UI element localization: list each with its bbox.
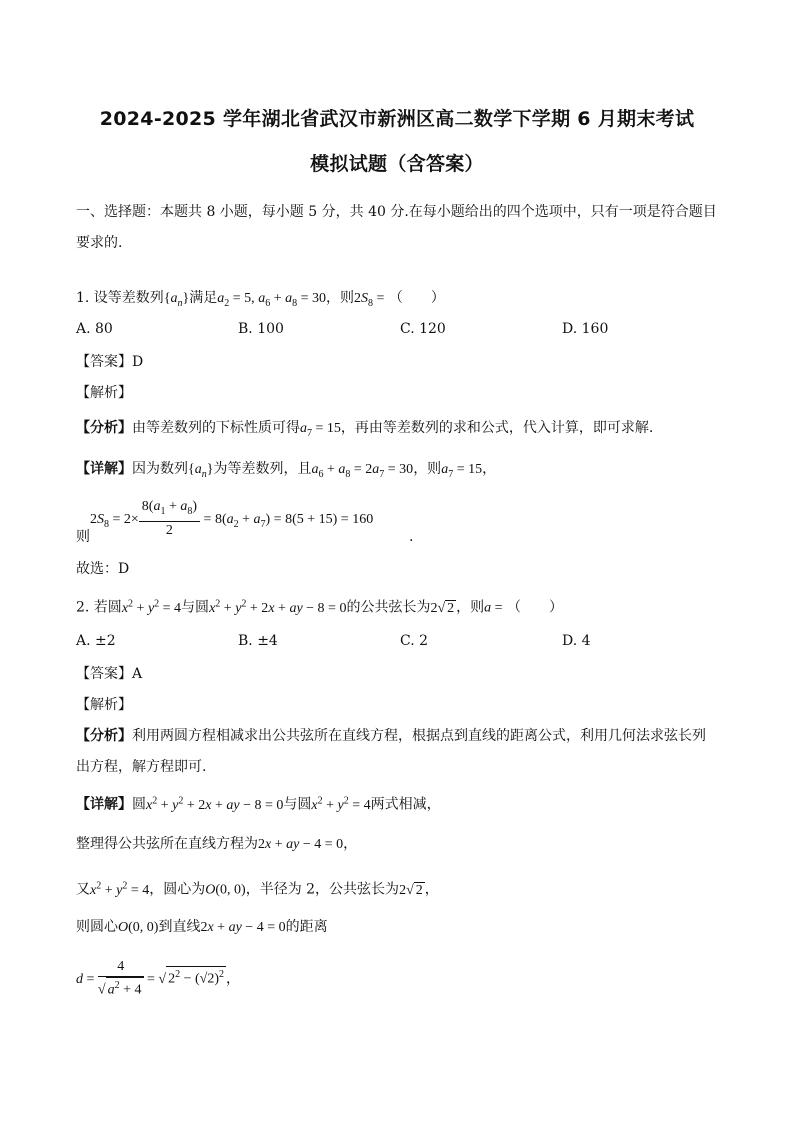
q2-option-d: D. 4 xyxy=(562,633,591,649)
q1-xj-seq-math: $\{a_n\}$ xyxy=(188,462,214,480)
q2-stem-mid: 与圆 xyxy=(181,599,210,616)
q2-fenxi-text1: 利用两圆方程相减求出公共弦所在直线方程，根据点到直线的距离公式，利用几何法求弦长列 xyxy=(132,728,706,744)
q2-dist-a: 则圆心 xyxy=(76,919,118,935)
q1-target-math: $2S_8$ = xyxy=(354,291,385,309)
q2-xiangjie xyxy=(76,791,441,816)
q2-line-equation xyxy=(76,834,357,855)
q2-circle-a: 又 xyxy=(76,881,90,898)
q2-line-eq-math: 2x + ay − 4 = 0 xyxy=(258,837,344,852)
q1-xj-eq-math: $a_6 + a_8 = 2a_7 = 30$ xyxy=(311,462,414,480)
q2-distance-fraction: $\frac{4}{√ a^2 + 4}$ xyxy=(97,959,142,998)
q2-dist-center-math: O(0, 0) xyxy=(118,920,159,935)
q1-xiangjie-a: 因为数列 xyxy=(132,461,188,477)
q1-fenxi xyxy=(76,418,653,444)
section-intro-line1: 一、选择题：本题共 8 小题，每小题 5 分，共 40 分.在每小题给出的四个选项中，只有一项是符合题目 xyxy=(76,204,717,220)
q1-fenxi-tag: 【分析】 xyxy=(76,420,132,436)
q2-chord-len-math: 2√ 2 xyxy=(399,882,423,898)
q2-circle2-math: $x^2 + y^2 + 2x$ + ay − 8 = 0 xyxy=(209,598,347,616)
doc-title-line2: 模拟试题（含答案） xyxy=(310,153,484,175)
q1-conclusion: 故选：D xyxy=(76,561,130,577)
q1-xiangjie-d: ， xyxy=(482,461,497,477)
q1-option-d: D. 160 xyxy=(562,321,609,337)
q2-circle-b: ，圆心为 xyxy=(149,881,206,898)
q1-xj-a7-math: $a_7 = 15$ xyxy=(441,462,483,480)
q2-target-math: a = xyxy=(484,600,503,616)
q1-xiangjie-tag: 【详解】 xyxy=(76,461,132,477)
q1-fenxi-b: ，再由等差数列的求和公式，代入计算，即可求解. xyxy=(340,420,654,436)
q2-circle-eq-math: $x^2 + y^2 = 4$ xyxy=(90,880,150,898)
q2-circle-d: ， xyxy=(424,881,439,898)
q2-circle-info xyxy=(76,876,439,901)
q2-chord-math: 2√ 2 xyxy=(430,600,455,616)
q2-stem-mid2: 的公共弦长为 xyxy=(346,599,431,616)
q1-xiangjie-c: ，则 xyxy=(413,461,442,477)
q2-line-eq-b: ， xyxy=(343,836,358,852)
q1-xiangjie-b: 为等差数列，且 xyxy=(213,461,312,477)
q2-d-end: ， xyxy=(226,970,240,987)
q1-fenxi-a: 由等差数列的下标性质可得 xyxy=(132,420,300,436)
q2-center-math: O(0, 0) xyxy=(205,882,246,898)
q2-xj-circle2-math: $x^2 + y^2 + 2x$ + ay − 8 = 0 xyxy=(146,795,284,813)
q1-period: . xyxy=(409,529,414,545)
q1-sum-formula: $2S_8 = 2\times$ $\frac{8(a_1 + a_8)}{2}$ = $8(a_2 + a_7) = 8(5 + 15) = 160$ xyxy=(90,499,374,538)
q1-answer: 【答案】D xyxy=(76,354,144,370)
q2-fenxi-tag: 【分析】 xyxy=(76,728,132,744)
q1-stem-mid: 满足 xyxy=(189,290,218,306)
q1-condition-math: $a_2 = 5$, $a_6 + a_8 = 30$ xyxy=(217,291,326,309)
q2-option-b: B. ±4 xyxy=(238,633,278,649)
q2-dist-b: 到直线 xyxy=(158,919,201,935)
q1-option-b: B. 100 xyxy=(238,321,284,337)
q2-option-a: A. ±2 xyxy=(76,633,116,649)
q2-distance-formula: d = $\frac{4}{√ a^2 + 4}$ = √ $2^2 - (√2)^2$ ， xyxy=(76,959,240,998)
q2-stem-prefix: 2. 若圆 xyxy=(76,599,122,616)
q2-option-c: C. 2 xyxy=(400,633,429,649)
section-intro-line2: 要求的. xyxy=(76,235,123,251)
q1-stem-prefix: 1. 设等差数列 xyxy=(76,290,164,306)
q2-answer: 【答案】A xyxy=(76,666,143,682)
q1-blank: （ ） xyxy=(388,290,445,306)
q2-fenxi-line2: 出方程，解方程即可. xyxy=(76,759,207,775)
doc-title-line1: 2024-2025 学年湖北省武汉市新洲区高二数学下学期 6 月期末考试 xyxy=(99,108,695,130)
q2-xiangjie-tag: 【详解】 xyxy=(76,796,132,813)
q2-analysis-heading: 【解析】 xyxy=(76,697,132,713)
q2-xiangjie-a: 圆 xyxy=(132,796,146,813)
q2-blank: （ ） xyxy=(507,599,563,616)
q2-fenxi-line1 xyxy=(76,726,706,746)
q1-fenxi-math: $a_7 = 15$ xyxy=(300,421,341,439)
q1-option-c: C. 120 xyxy=(400,321,446,337)
q2-line-eq-a: 整理得公共弦所在直线方程为 xyxy=(76,836,258,852)
q1-stem xyxy=(76,288,445,314)
q1-then-label: 则 xyxy=(76,529,90,545)
q2-xiangjie-b: 与圆 xyxy=(283,796,312,813)
q1-stem-suffix: ，则 xyxy=(326,290,354,306)
q2-stem xyxy=(76,594,563,619)
q1-xiangjie xyxy=(76,459,496,485)
q2-xiangjie-c: 两式相减， xyxy=(370,796,441,813)
q2-dist-line-math: 2x + ay − 4 = 0 xyxy=(200,920,286,935)
q2-distance-intro xyxy=(76,917,328,938)
q2-circle1-math: $x^2 + y^2 = 4$ xyxy=(121,598,182,616)
q2-circle-c: ，半径为 2，公共弦长为 xyxy=(245,881,400,898)
q1-sum-fraction: $\frac{8(a_1 + a_8)}{2}$ xyxy=(139,498,200,540)
q2-stem-suffix: ，则 xyxy=(456,599,485,616)
q2-dist-c: 的距离 xyxy=(285,919,328,935)
q1-option-a: A. 80 xyxy=(76,321,113,337)
q2-xj-circle1-math: $x^2 + y^2 = 4$ xyxy=(311,795,371,813)
q1-analysis-heading: 【解析】 xyxy=(76,385,132,401)
q1-seq-math: $\{a_n\}$ xyxy=(163,291,190,309)
